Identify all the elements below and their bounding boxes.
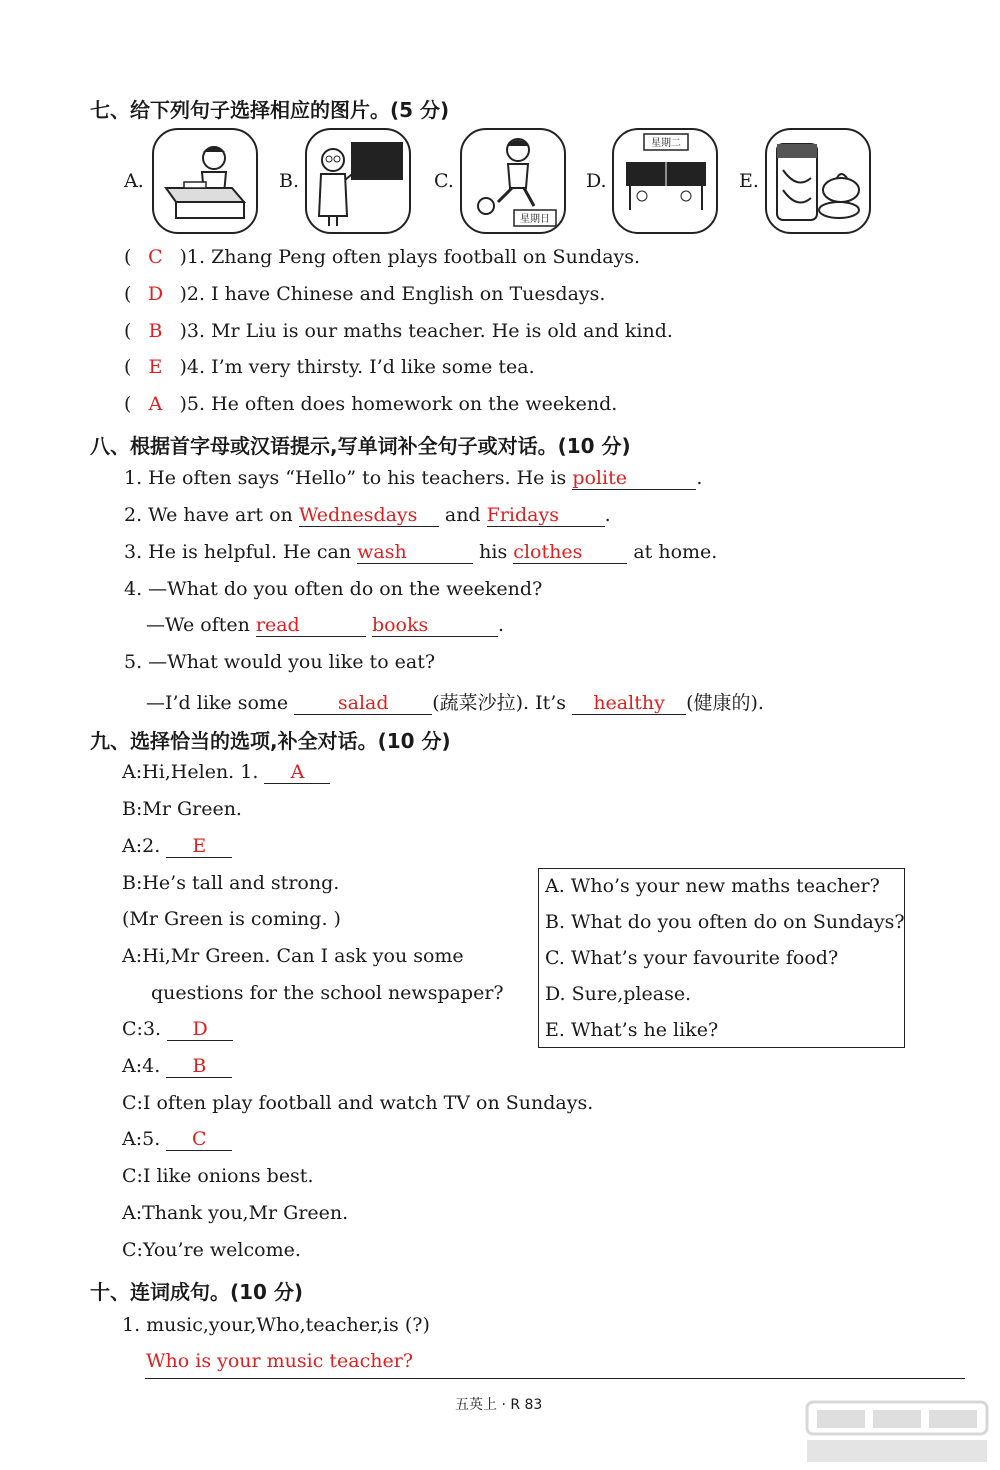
answer-rule xyxy=(145,1378,965,1379)
s8-q5-line2: —I’d like some salad (蔬菜沙拉). It’s healthy (健康的). xyxy=(146,692,764,714)
section-10-title: 十、连词成句。(10 分) xyxy=(90,1280,304,1304)
s7-item-3: ( B )3. Mr Liu is our maths teacher. He is old and kind. xyxy=(124,320,673,342)
boy-playing-football-icon xyxy=(460,128,566,234)
s9-line-5: (Mr Green is coming. ) xyxy=(122,908,341,930)
s9-line-11: A:5. C xyxy=(122,1128,232,1151)
tea-jar-and-teapot-icon xyxy=(765,128,871,234)
s8-q3: 3. He is helpful. He can wash his clothes at home. xyxy=(124,541,718,563)
s9-line-3: A:2. E xyxy=(122,835,232,858)
s7-item-5: ( A )5. He often does homework on the weekend. xyxy=(124,393,618,415)
s8-q4-line2: —We often read books . xyxy=(146,614,504,636)
s9-line-6: A:Hi,Mr Green. Can I ask you some xyxy=(122,945,464,967)
s9-line-13: A:Thank you,Mr Green. xyxy=(122,1202,349,1224)
option-a: A. Who’s your new maths teacher? xyxy=(545,875,880,897)
section-9-title: 九、选择恰当的选项,补全对话。(10 分) xyxy=(90,729,451,753)
teacher-at-blackboard-icon xyxy=(305,128,411,234)
page-footer: 五英上 · R 83 xyxy=(455,1397,543,1413)
option-e: E. What’s he like? xyxy=(545,1019,719,1041)
s7-item-4: ( E )4. I’m very thirsty. I’d like some tea. xyxy=(124,356,535,378)
section-8-title: 八、根据首字母或汉语提示,写单词补全句子或对话。(10 分) xyxy=(90,434,631,458)
s9-line-7: questions for the school newspaper? xyxy=(151,982,504,1004)
section-7-title: 七、给下列句子选择相应的图片。(5 分) xyxy=(90,98,450,122)
s9-line-12: C:I like onions best. xyxy=(122,1165,314,1187)
s9-line-14: C:You’re welcome. xyxy=(122,1239,301,1261)
s10-a1: Who is your music teacher? xyxy=(146,1350,414,1372)
s8-q5-line1: 5. —What would you like to eat? xyxy=(124,651,436,673)
option-d: D. Sure,please. xyxy=(545,983,692,1005)
s8-q1: 1. He often says “Hello” to his teachers. He is polite . xyxy=(124,467,703,489)
s7-item-1: ( C )1. Zhang Peng often plays football on Sundays. xyxy=(124,246,641,268)
s9-line-8: C:3. D xyxy=(122,1018,233,1041)
s9-line-1: A:Hi,Helen. 1. A xyxy=(122,761,330,784)
s10-q1: 1. music,your,Who,teacher,is (?) xyxy=(122,1314,430,1336)
s9-line-2: B:Mr Green. xyxy=(122,798,242,820)
s9-line-4: B:He’s tall and strong. xyxy=(122,872,340,894)
svg-text:星期二: 星期二 xyxy=(651,138,681,149)
picture-options: A. B. C. 星期日 D. 星期二 E. xyxy=(122,128,882,236)
svg-text:星期日: 星期日 xyxy=(520,214,550,225)
s8-q2: 2. We have art on Wednesdays and Fridays . xyxy=(124,504,611,526)
s9-line-9: A:4. B xyxy=(122,1055,232,1078)
student-writing-at-desk-icon xyxy=(152,128,258,234)
s9-line-10: C:I often play football and watch TV on Sundays. xyxy=(122,1092,594,1114)
option-b: B. What do you often do on Sundays? xyxy=(545,911,905,933)
watermark-logo xyxy=(805,1400,990,1470)
option-c: C. What’s your favourite food? xyxy=(545,947,839,969)
s7-item-2: ( D )2. I have Chinese and English on Tuesdays. xyxy=(124,283,606,305)
school-timetable-icon xyxy=(612,128,718,234)
options-box xyxy=(538,868,905,1048)
s8-q4-line1: 4. —What do you often do on the weekend? xyxy=(124,578,543,600)
